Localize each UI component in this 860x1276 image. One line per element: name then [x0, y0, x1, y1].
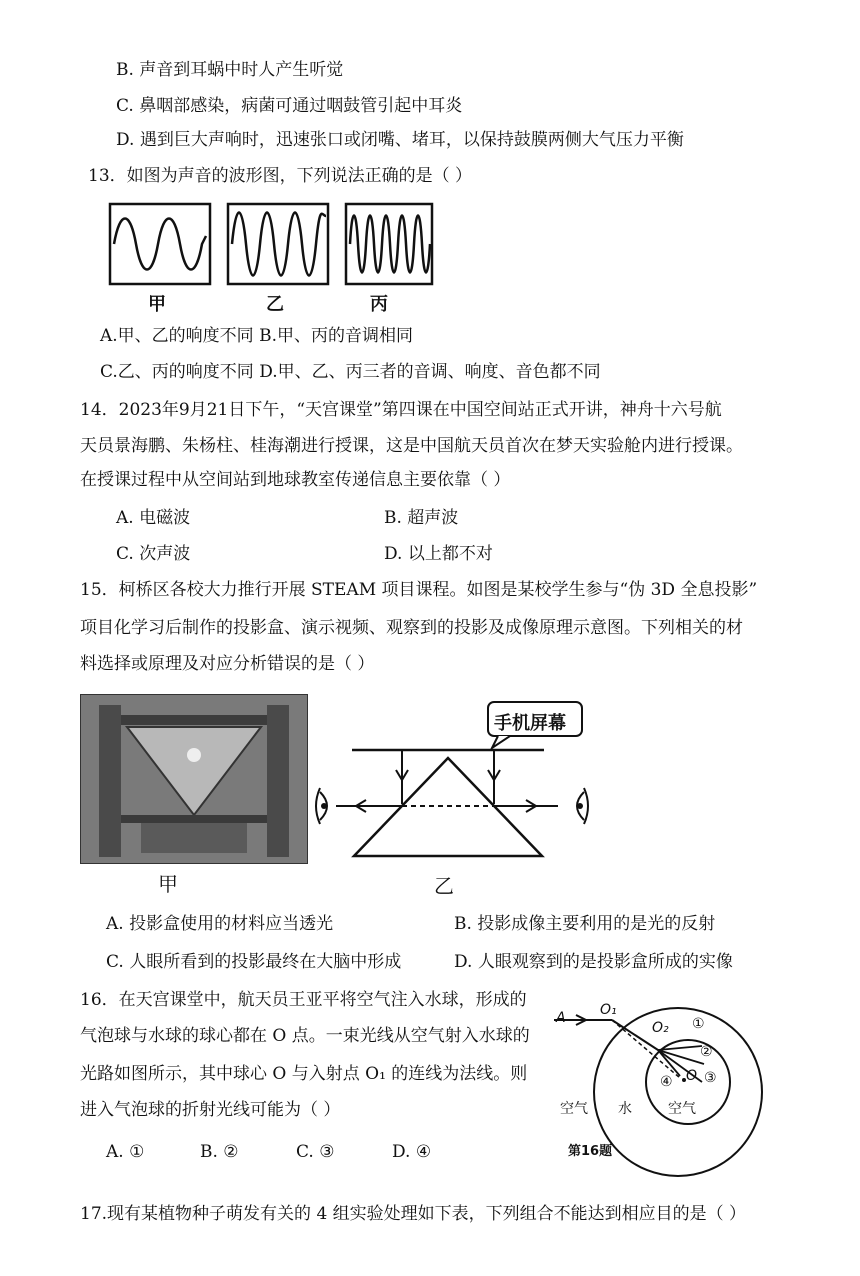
q13-label-yi: 乙 [266, 294, 284, 315]
q15-option-c: C. 人眼所看到的投影最终在大脑中形成 [106, 952, 402, 972]
q16-fig-ray4: ④ [660, 1074, 673, 1090]
q16-fig-caption: 第16题 [568, 1144, 613, 1159]
q14-option-d: D. 以上都不对 [384, 544, 493, 564]
q15-option-a: A. 投影盒使用的材料应当透光 [106, 914, 334, 934]
q16-fig-ray2: ② [700, 1044, 713, 1060]
q16-fig-ray1: ① [692, 1016, 705, 1032]
q13-stem: 13．如图为声音的波形图，下列说法正确的是（ ） [88, 166, 473, 186]
q13-options-line2: C.乙、丙的响度不同 D.甲、乙、丙三者的音调、响度、音色都不同 [100, 362, 601, 382]
q16-option-b: B. ② [200, 1142, 239, 1162]
q16-line2: 气泡球与水球的球心都在 O 点。一束光线从空气射入水球的 [80, 1026, 530, 1046]
q16-fig-ray3: ③ [704, 1070, 717, 1086]
q16-fig-label-o2: O₂ [652, 1020, 669, 1036]
q15-line1: 15．柯桥区各校大力推行开展 STEAM 项目课程。如图是某校学生参与“伪 3D 全息投影” [80, 580, 758, 600]
q15-option-b: B. 投影成像主要利用的是光的反射 [454, 914, 716, 934]
q16-fig-air-outer: 空气 [560, 1101, 588, 1117]
q16-option-a: A. ① [106, 1142, 145, 1162]
q12-option-d: D. 遇到巨大声响时，迅速张口或闭嘴、堵耳，以保持鼓膜两侧大气压力平衡 [116, 130, 684, 150]
q17-stem: 17.现有某植物种子萌发有关的 4 组实验处理如下表，下列组合不能达到相应目的是（ ） [80, 1204, 747, 1224]
q16-fig-label-o1: O₁ [600, 1002, 617, 1018]
q14-option-b: B. 超声波 [384, 508, 459, 528]
q15-line2: 项目化学习后制作的投影盒、演示视频、观察到的投影及成像原理示意图。下列相关的材 [80, 618, 743, 638]
q16-line1: 16．在天宫课堂中，航天员王亚平将空气注入水球，形成的 [80, 990, 527, 1010]
q14-line3: 在授课过程中从空间站到地球教室传递信息主要依靠（ ） [80, 470, 511, 490]
q15-fig-label-jia: 甲 [158, 872, 178, 896]
q16-option-d: D. ④ [392, 1142, 432, 1162]
q14-option-c: C. 次声波 [116, 544, 191, 564]
q13-label-bing: 丙 [370, 294, 388, 315]
q16-line4: 进入气泡球的折射光线可能为（ ） [80, 1100, 341, 1120]
q12-option-c: C. 鼻咽部感染，病菌可通过咽鼓管引起中耳炎 [116, 96, 463, 116]
q14-line1: 14．2023年9月21日下午，“天宫课堂”第四课在中国空间站正式开讲，神舟十六号航 [80, 400, 722, 420]
q16-fig-label-o: O [686, 1068, 698, 1084]
q16-fig-label-a: A [556, 1010, 566, 1026]
screen-label: 手机屏幕 [494, 713, 566, 734]
q14-line2: 天员景海鹏、朱杨柱、桂海潮进行授课，这是中国航天员首次在梦天实验舱内进行授课。 [80, 436, 743, 456]
q15-line3: 料选择或原理及对应分析错误的是（ ） [80, 654, 375, 674]
q16-option-c: C. ③ [296, 1142, 335, 1162]
q15-fig-label-yi: 乙 [434, 874, 454, 898]
q15-option-d: D. 人眼观察到的是投影盒所成的实像 [454, 952, 733, 972]
right-eye-icon [577, 788, 588, 824]
q12-option-b: B. 声音到耳蜗中时人产生听觉 [116, 60, 344, 80]
q16-fig-air-inner: 空气 [668, 1101, 696, 1117]
q13-label-jia: 甲 [148, 294, 166, 315]
q16-line3: 光路如图所示，其中球心 O 与入射点 O₁ 的连线为法线。则 [80, 1064, 528, 1084]
q13-options-line1: A.甲、乙的响度不同 B.甲、丙的音调相同 [100, 326, 413, 346]
q14-option-a: A. 电磁波 [116, 508, 191, 528]
left-eye-icon [316, 788, 327, 824]
q16-fig-water: 水 [618, 1101, 632, 1117]
projection-box-photo [80, 694, 308, 864]
